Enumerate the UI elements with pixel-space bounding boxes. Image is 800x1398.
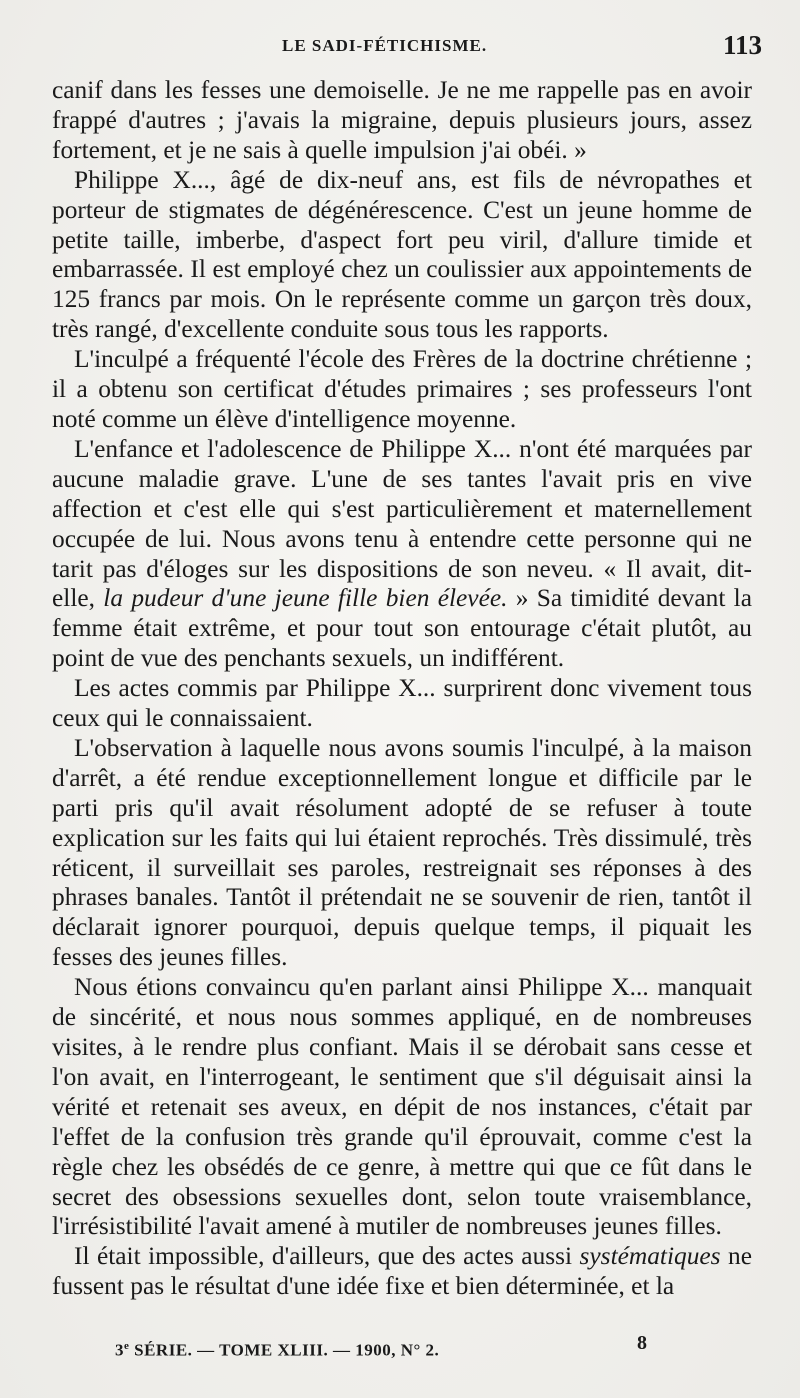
signature-mark: 8 (637, 1332, 647, 1354)
paragraph-2: Philippe X..., âgé de dix-neuf ans, est fils de névropathes et porteur de stigmates de dégénérescence. C'est un jeune homme de petite taille, imberbe, d'aspect fort peu viril, d'allure timide et embarrassée. Il est employé chez un coulissier aux appointements de 125 francs par mois. On le représente comme un garçon très doux, très rangé, d'excellente conduite sous tous les rapports. (52, 165, 752, 344)
series-superscript: e (124, 1340, 130, 1352)
paragraph-5: Les actes commis par Philippe X... surprirent donc vivement tous ceux qui le connaissaient. (52, 674, 752, 733)
paragraph-8 (52, 1242, 752, 1302)
paragraph-1: canif dans les fesses une demoiselle. Je ne me rappelle pas en avoir frappé d'autres ; j'avais la migraine, depuis plusieurs jours, assez fortement, et je ne sais à quelle impulsion j'ai obéi. » (52, 76, 752, 164)
paragraph-8-text-before: Il était impossible, d'ailleurs, que des actes aussi (74, 1242, 580, 1271)
page-footer (0, 1330, 800, 1370)
paragraph-3: L'inculpé a fréquenté l'école des Frères de la doctrine chrétienne ; il a obtenu son certificat d'études primaires ; ses professeurs l'ont noté comme un élève d'intelligence moyenne. (52, 345, 752, 433)
series-note (115, 1340, 439, 1361)
paragraph-8-italic-word: systématiques (579, 1242, 721, 1271)
paragraph-7: Nous étions convaincu qu'en parlant ainsi Philippe X... manquait de sincérité, et nous nous sommes appliqué, en de nombreuses visites, à le rendre plus confiant. Mais il se dérobait sans cesse et l'on avait, en l'interrogeant, le sentiment que s'il déguisait ainsi la vérité et retenait ses aveux, en dépit de nos instances, c'était par l'effet de la confusion très grande qu'il éprouvait, comme c'est la règle chez les obsédés de ce genre, à mettre qui que ce fût dans le secret des obsessions sexuelles dont, selon toute vraisemblance, l'irrésistibilité l'avait amené à mutiler de nombreuses jeunes filles. (52, 973, 752, 1241)
paragraph-4-text-before: L'enfance et l'adolescence de Philippe X... n'ont été marquées par aucune maladie grave. L'une de ses tantes l'avait pris en vive affection et c'est elle qui s'est particulièrement et maternellement occupée de lui. Nous avons tenu à entendre cette personne qui ne tarit pas d'éloges sur les dispositions de son neveu. « Il avait, dit-elle, (52, 434, 752, 613)
paragraph-6: L'observation à laquelle nous avons soumis l'inculpé, à la maison d'arrêt, a été rendue exceptionnellement longue et difficile par le parti pris qu'il avait résolument adopté de se refuser à toute explication sur les faits qui lui étaient reprochés. Très dissimulé, très réticent, il surveillait ses paroles, restreignait ses réponses à des phrases banales. Tantôt il prétendait ne se souvenir de rien, tantôt il déclarait ignorer pourquoi, depuis quelque temps, il piquait les fesses des jeunes filles. (52, 733, 752, 972)
paragraph-4 (52, 435, 752, 674)
page-number: 113 (722, 30, 762, 60)
running-head (0, 30, 800, 70)
running-title: LE SADI-FÉTICHISME. (282, 36, 488, 55)
paragraph-4-italic-quote: la pudeur d'une jeune fille bien élevée. (103, 584, 508, 613)
series-number: 3 (115, 1340, 124, 1360)
body-text (52, 76, 752, 1302)
paragraph-4-text-after: » Sa timidité devant la femme était extrême, et pour tout son entourage c'était plutôt, au point de vue des penchants sexuels, un indifférent. (52, 584, 752, 673)
series-details: SÉRIE. — TOME XLIII. — 1900, N° 2. (129, 1340, 440, 1360)
paragraph-8-text-after: ne fussent pas le résultat d'une idée fixe et bien déterminée, et la (52, 1242, 752, 1301)
